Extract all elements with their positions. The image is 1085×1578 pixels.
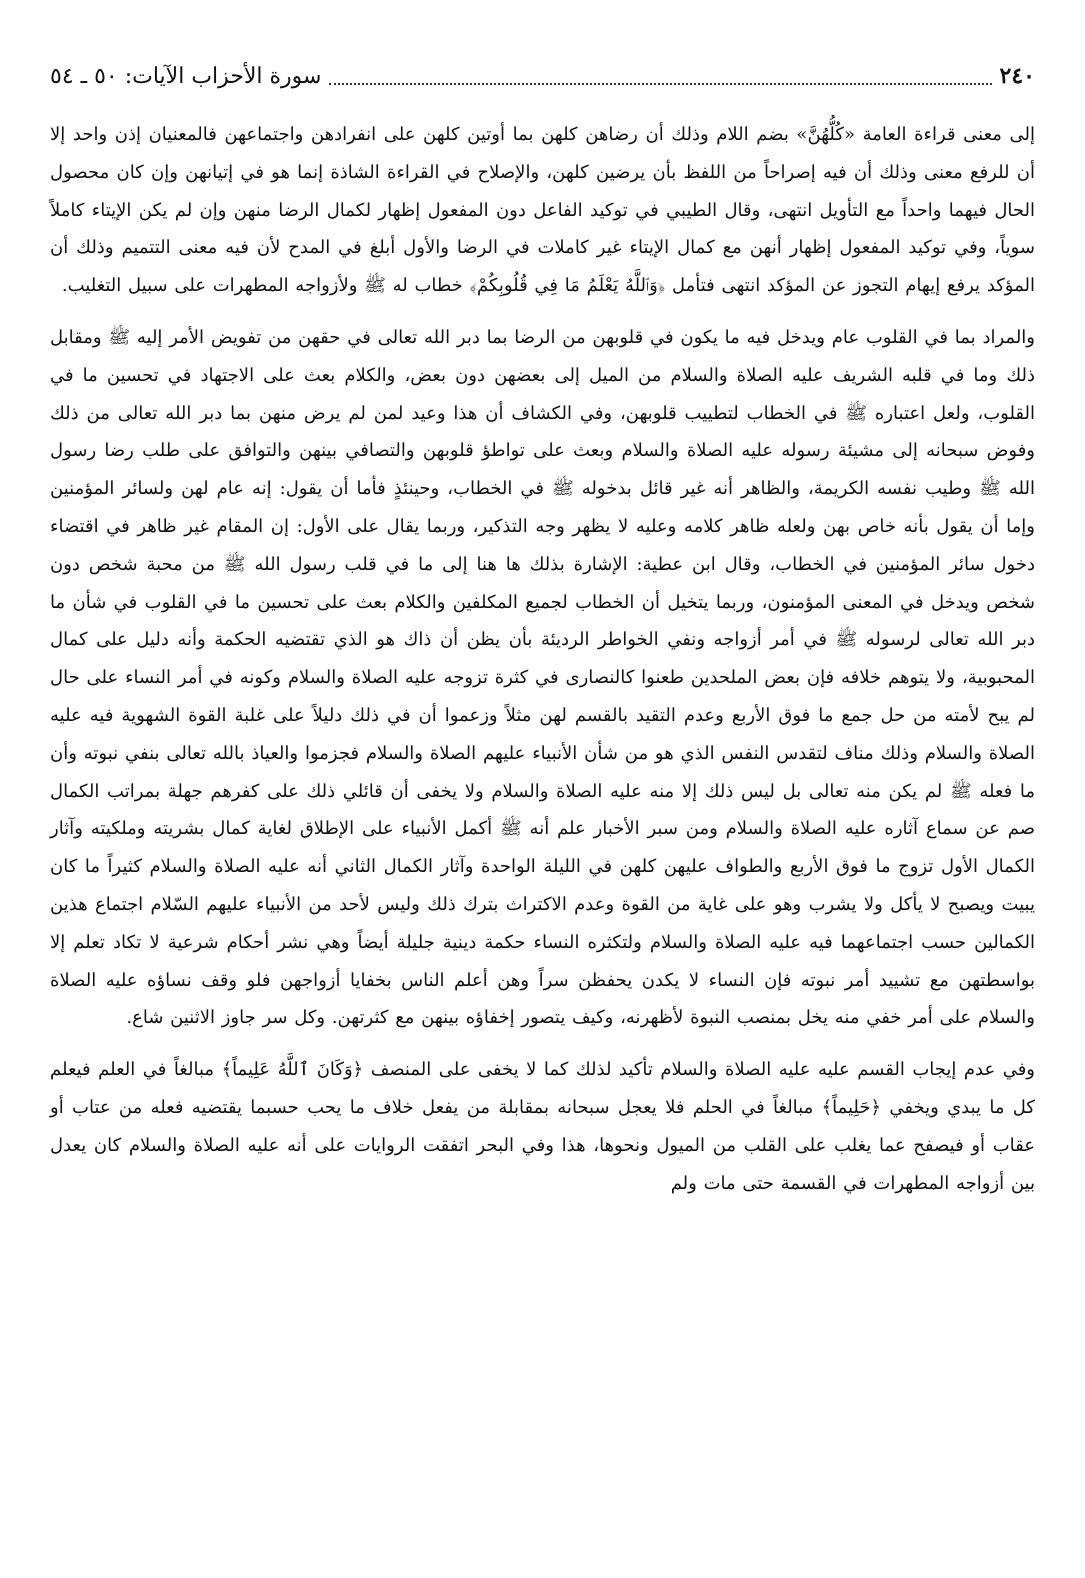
running-title: سورة الأحزاب الآيات: ٥٠ ـ ٥٤	[50, 64, 322, 89]
page-header	[50, 58, 1035, 94]
paragraph: والمراد بما في القلوب عام ويدخل فيه ما يكون في قلوبهن من الرضا بما دبر الله تعالى في حقهن من تفويض الأمر إليه ﷺ ومقابل ذلك وما في قلبه الشريف عليه الصلاة والسلام من الميل إلى بعضهن دون بعض، والكلام بعث على الاجتهاد في تحسين ما في القلوب، ولعل اعتباره ﷺ في الخطاب لتطييب قلوبهن، وفي الكشاف أن هذا وعيد لمن لم يرض منهن بما دبر الله تعالى من ذلك وفوض سبحانه إلى مشيئة رسوله عليه الصلاة والسلام وبعث على تواطؤ قلوبهن والتصافي بينهن والتوافق على طلب رضا رسول الله ﷺ وطيب نفسه الكريمة، والظاهر أنه غير قائل بدخوله ﷺ في الخطاب، وحينئذٍ فأما أن يقول: إنه عام لهن ولسائر المؤمنين وإما أن يقول بأنه خاص بهن ولعله ظاهر كلامه وعليه لا يظهر وجه التذكير، وربما يقال على الأول: إن المقام غير ظاهر في اقتضاء دخول سائر المؤمنين في الخطاب، وقال ابن عطية: الإشارة بذلك ها هنا إلى ما في قلب رسول الله ﷺ من محبة شخص دون شخص ويدخل في المعنى المؤمنون، وربما يتخيل أن الخطاب لجميع المكلفين والكلام بعث على تحسين ما في القلوب في شأن ما دبر الله تعالى لرسوله ﷺ في أمر أزواجه ونفي الخواطر الرديئة بأن يظن أن ذاك هو الذي تقتضيه الحكمة وأنه دليل على كمال المحبوبية، ولا يتوهم خلافه فإن بعض الملحدين طعنوا كالنصارى في كثرة تزوجه عليه الصلاة والسلام وكونه في أمر النساء على حال لم يبح لأمته من حل جمع ما فوق الأربع وعدم التقيد بالقسم لهن مثلاً وزعموا أن في ذلك دليلاً على غلبة القوة الشهوية فيه عليه الصلاة والسلام وذلك مناف لتقدس النفس الذي هو من شأن الأنبياء عليهم الصلاة والسلام فجزموا والعياذ بالله تعالى بنفي نبوته وأن ما فعله ﷺ لم يكن منه تعالى بل ليس ذلك إلا منه عليه الصلاة والسلام ولا يخفى أن قائلي ذلك على كفرهم جهلة بمراتب الكمال صم عن سماع آثاره عليه الصلاة والسلام ومن سبر الأخبار علم أنه ﷺ أكمل الأنبياء على الإطلاق لغاية كمال بشريته وملكيته وآثار الكمال الأول تزوج ما فوق الأربع والطواف عليهن كلهن في الليلة الواحدة وآثار الكمال الثاني أنه عليه الصلاة والسلام كثيراً ما كان يبيت ويصبح لا يأكل ولا يشرب وهو على غاية من القوة وعدم الاكتراث بترك ذلك وليس لأحد من الأنبياء عليهم السّلام اجتماع هذين الكمالين حسب اجتماعهما فيه عليه الصلاة والسلام ولتكثره النساء حكمة دينية جليلة أيضاً وهي نشر أحكام شرعية لا تكاد تعلم إلا بواسطتهن مع تشييد أمر نبوته فإن النساء لا يكدن يحفظن سراً وهن أعلم الناس بخفايا أزواجهن فلو وقف نساؤه عليه الصلاة والسلام على أمر خفي منه يخل بمنصب النبوة لأظهرنه، وكيف يتصور إخفاؤه بينهن مع كثرتهن. وكل سر جاوز الاثنين شاع.	[50, 326, 1036, 1029]
header-leader-dots	[329, 83, 991, 85]
paragraph: وفي عدم إيجاب القسم عليه عليه الصلاة والسلام تأكيد لذلك كما لا يخفى على المنصف ﴿وَكَانَ ٱللَّهُ عَلِيماً﴾ مبالغاً في العلم فيعلم كل ما يبدي ويخفي ﴿حَلِيماً﴾ مبالغاً في الحلم فلا يعجل سبحانه بمقابلة من يفعل خلاف ما يحب حسبما يقتضيه فعله من عتاب أو عقاب أو فيصفح عما يغلب على القلب من الميول ونحوها، هذا وفي البحر اتفقت الروايات على أنه عليه الصلاة والسلام كان يعدل بين أزواجه المطهرات في القسمة حتى مات ولم	[50, 1059, 1035, 1194]
paragraph: إلى معنى قراءة العامة «كُلُّهُنَّ» بضم اللام وذلك أن رضاهن كلهن بما أوتين كلهن على انفرادهن واجتماعهن فالمعنيان إذن واحد إلا أن للرفع معنى وذلك أن فيه إصراحاً من اللفظ بأن يرضين كلهن، والإصلاح في القراءة الشاذة إنما هو في إتيانهن وإن كان محصول الحال فيهما واحداً مع التأويل انتهى، وقال الطيبي في توكيد الفاعل دون المفعول إظهار لكمال الرضا منهن وإن لم يكن الإيتاء كاملاً سوياً، وفي توكيد المفعول إظهار أنهن مع كمال الإيتاء غير كاملات في الرضا والأول أبلغ في المدح لأن فيه معنى التتميم وذلك أن المؤكد يرفع إيهام التجوز عن المؤكد انتهى فتأمل ﴿وَٱللَّهُ يَعْلَمُ مَا فِي قُلُوبِكُمْ﴾ خطاب له ﷺ ولأزواجه المطهرات على سبيل التغليب.	[50, 124, 1035, 297]
page	[50, 58, 1035, 1202]
body-text	[50, 116, 1035, 1202]
page-number: ٢٤٠	[999, 63, 1035, 89]
